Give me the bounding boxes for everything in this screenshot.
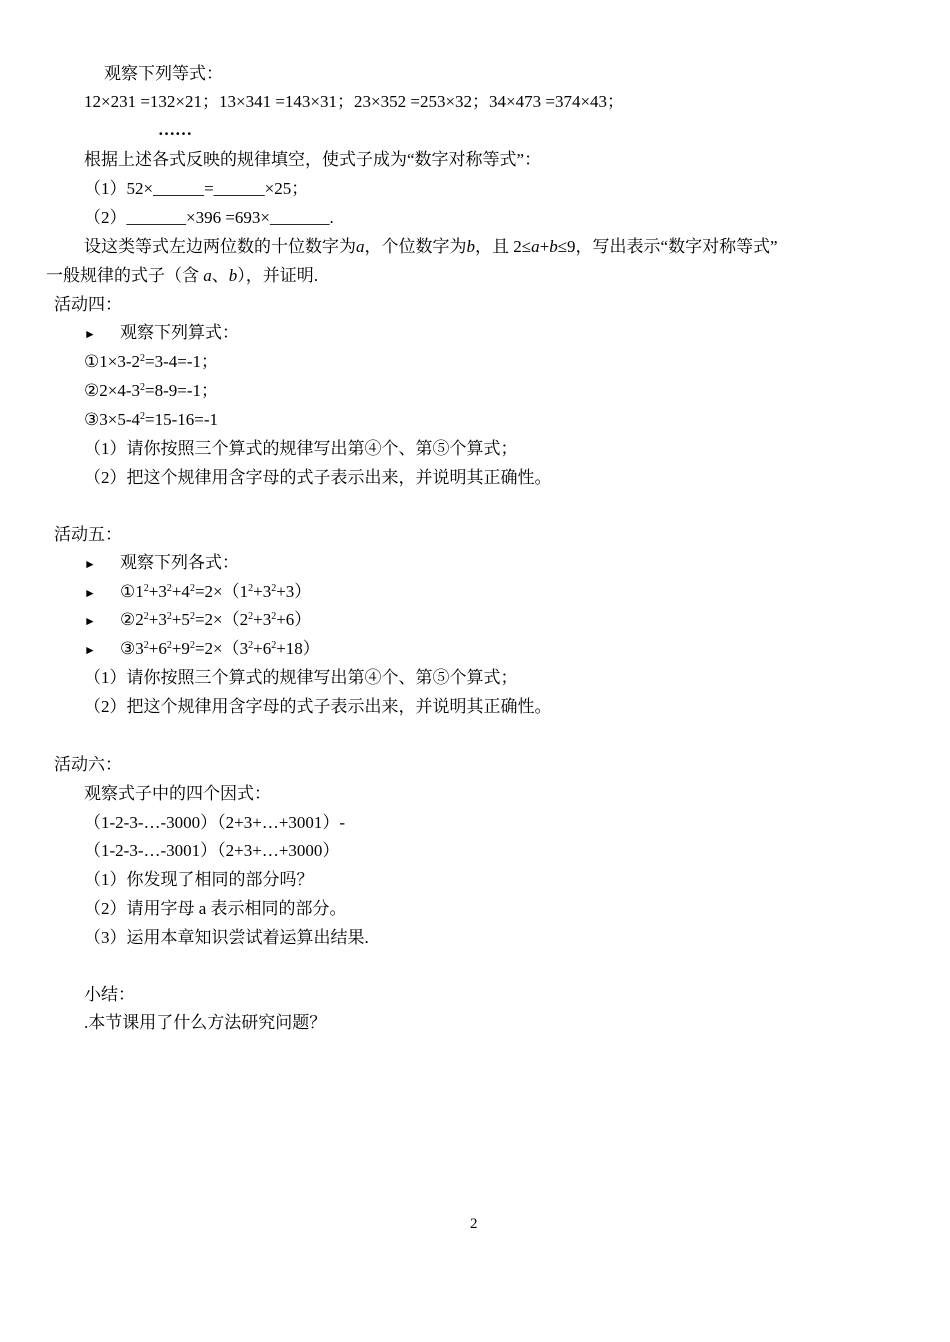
activity4-question-2: （2）把这个规律用含字母的式子表示出来，并说明其正确性。 [84,468,552,487]
activity5-observe: ► 观察下列各式： [84,553,239,572]
activity6-title: 活动六： [54,755,122,774]
summary-question: .本节课用了什么方法研究问题？ [84,1013,327,1032]
bullet-icon: ► [84,327,96,341]
activity4-title: 活动四： [54,295,122,314]
activity5-equation-1: ► $①1^2+3^2+4^2=2\times(1^2+3^2+3)$ [84,582,312,601]
activity5-question-2: （2）把这个规律用含字母的式子表示出来，并说明其正确性。 [84,697,552,716]
intro-question-2: （2）_______×396 =693×_______. [84,208,334,227]
activity5-equation-3: ► $③3^2+6^2+9^2=2\times(3^2+6^2+18)$ [84,639,320,658]
summary-title: 小结： [84,985,135,1004]
activity4-equation-2: $②2\times 4-3^2=8-9=-1$； [84,381,218,400]
activity6-question-2: （2）请用字母 a 表示相同的部分。 [84,899,347,918]
activity6-question-3: （3）运用本章知识尝试着运算出结果. [84,928,369,947]
activity6-observe: 观察式子中的四个因式： [84,784,271,803]
activity6-expression-2: （1-2-3-…-3001）（2+3+…+3000） [84,841,340,860]
bullet-icon: ► [84,586,96,600]
intro-general-rule-line2: 一般规律的式子（含 a、b），并证明. [46,266,318,285]
activity6-question-1: （1）你发现了相同的部分吗？ [84,870,314,889]
page-number: 2 [470,1216,478,1232]
bullet-icon: ► [84,557,96,571]
bullet-icon: ► [84,643,96,657]
activity5-equation-2: ► $②2^2+3^2+5^2=2\times(2^2+3^2+6)$ [84,610,312,629]
activity4-equation-1: $①1\times 3-2^2=3-4=-1$； [84,352,218,371]
activity5-title: 活动五： [54,525,122,544]
intro-equations: 12×231 =132×21；13×341 =143×31；23×352 =253×32；34×473 =374×43； [84,92,625,111]
activity4-observe: ► 观察下列算式： [84,323,239,342]
intro-general-rule-line1: 设这类等式左边两位数的十位数字为a，个位数字为b，且 2≤a+b≤9，写出表示“数字对称等式” [84,237,778,256]
activity4-equation-3: $③3\times 5-4^2=15-16=-1$ [84,410,218,429]
bullet-icon: ► [84,614,96,628]
activity5-question-1: （1）请你按照三个算式的规律写出第④个、第⑤个算式； [84,668,518,687]
intro-fill-prompt: 根据上述各式反映的规律填空，使式子成为“数字对称等式”： [84,150,542,169]
intro-question-1: （1）52×______=______×25； [84,179,309,198]
activity6-expression-1: （1-2-3-…-3000）（2+3+…+3001）- [84,813,346,832]
intro-dots: …… [158,120,192,139]
intro-observe: 观察下列等式： [104,64,223,83]
activity4-question-1: （1）请你按照三个算式的规律写出第④个、第⑤个算式； [84,439,518,458]
